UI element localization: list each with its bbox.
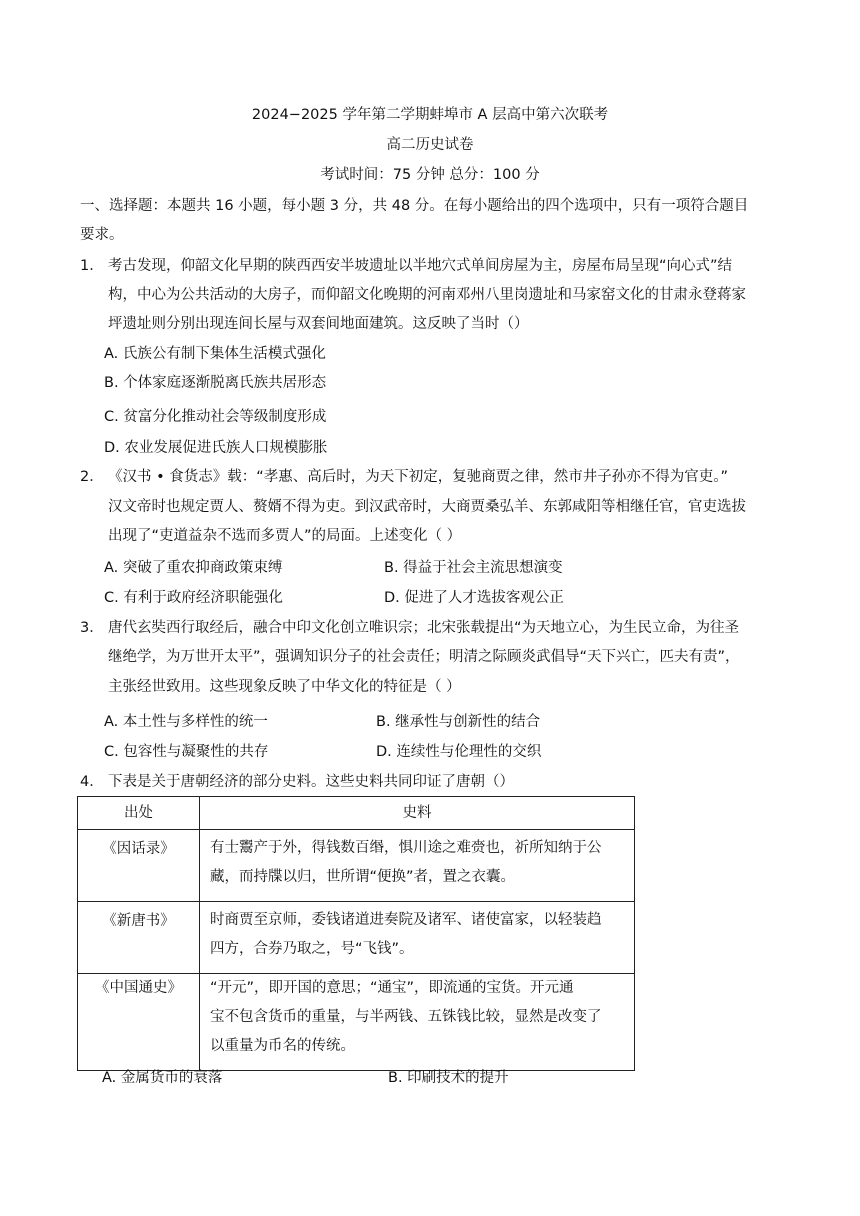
table-cell-source: 《因话录》 — [78, 830, 200, 902]
question-4-option-a: A. 金属货币的衰落 — [102, 1070, 223, 1086]
question-4-number: 4． — [80, 774, 104, 790]
table-cell-source: 《新唐书》 — [78, 902, 200, 974]
exam-title: 2024−2025 学年第二学期蚌埠市 A 层高中第六次联考 — [251, 107, 609, 123]
question-4-option-b: B. 印刷技术的提升 — [388, 1070, 509, 1086]
table-cell-source: 《中国通史》 — [78, 974, 200, 1071]
table-row — [78, 830, 635, 902]
table-cell-line: “开元”，即开国的意思；“通宝”，即流通的宝货。开元通 — [210, 980, 574, 996]
table-row — [78, 902, 635, 974]
table-cell-material — [200, 902, 635, 974]
question-2-line: 《汉书 • 食货志》载：“孝惠、高后时，为天下初定，复驰商贾之律，然市井子孙亦不得为官吏。” — [108, 469, 729, 485]
question-3-option-b: B. 继承性与创新性的结合 — [376, 714, 541, 730]
question-3-line: 继绝学，为万世开太平”，强调知识分子的社会责任；明清之际顾炎武倡导“天下兴亡，匹夫有责”， — [108, 649, 740, 665]
question-1-line: 考古发现，仰韶文化早期的陕西西安半坡遗址以半地穴式单间房屋为主，房屋布局呈现“向心式”结 — [108, 258, 733, 274]
question-2-option-a: A. 突破了重农抑商政策束缚 — [104, 560, 283, 576]
question-2-line: 出现了“吏道益杂不选而多贾人”的局面。上述变化（ ） — [108, 528, 462, 544]
table-cell-line: 宝不包含货币的重量，与半两钱、五铢钱比较，显然是改变了 — [210, 1009, 602, 1025]
exam-subject: 高二历史试卷 — [386, 137, 474, 153]
question-3-line: 唐代玄奘西行取经后，融合中印文化创立唯识宗；北宋张载提出“为天地立心，为生民立命，为往圣 — [108, 620, 740, 636]
question-2-option-d: D. 促进了人才选拔客观公正 — [384, 590, 564, 606]
question-1-number: 1． — [80, 258, 104, 274]
table-header-source: 出处 — [78, 797, 200, 830]
table-cell-line: 以重量为币名的传统。 — [210, 1038, 355, 1054]
question-3-option-c: C. 包容性与凝聚性的共存 — [104, 744, 269, 760]
table-header-row — [78, 797, 635, 830]
question-1-option-d: D. 农业发展促进氏族人口规模膨胀 — [104, 440, 328, 456]
question-1-option-c: C. 贫富分化推动社会等级制度形成 — [104, 409, 327, 425]
source-table — [77, 796, 635, 1071]
question-2-option-c: C. 有利于政府经济职能强化 — [104, 590, 283, 606]
table-header-material: 史料 — [200, 797, 635, 830]
table-cell-material — [200, 830, 635, 902]
exam-meta: 考试时间：75 分钟 总分：100 分 — [320, 167, 540, 183]
question-3-number: 3． — [80, 620, 104, 636]
question-1-line: 构，中心为公共活动的大房子，而仰韶文化晚期的河南邓州八里岗遗址和马家窑文化的甘肃永登蒋家 — [108, 287, 746, 303]
question-3-line: 主张经世致用。这些现象反映了中华文化的特征是（ ） — [108, 679, 461, 695]
question-1-line: 坪遗址则分别出现连间长屋与双套间地面建筑。这反映了当时（） — [108, 316, 529, 332]
table-cell-line: 时商贾至京师，委钱诸道进奏院及诸军、诸使富家，以轻装趋 — [210, 912, 602, 928]
question-2-line: 汉文帝时也规定贾人、赘婿不得为吏。到汉武帝时，大商贾桑弘羊、东郭咸阳等相继任官，官吏选拔 — [108, 499, 746, 515]
question-3-option-d: D. 连续性与伦理性的交织 — [376, 744, 542, 760]
question-2-option-b: B. 得益于社会主流思想演变 — [384, 560, 563, 576]
table-cell-line: 四方，合券乃取之，号“飞钱”。 — [210, 941, 414, 957]
table-row — [78, 974, 635, 1071]
table-cell-material — [200, 974, 635, 1071]
section-instruction-line-2: 要求。 — [80, 227, 124, 243]
question-4-line: 下表是关于唐朝经济的部分史料。这些史料共同印证了唐朝（） — [108, 774, 514, 790]
question-3-option-a: A. 本土性与多样性的统一 — [104, 714, 268, 730]
question-2-number: 2． — [80, 469, 104, 485]
section-instruction-line-1: 一、选择题：本题共 16 小题，每小题 3 分，共 48 分。在每小题给出的四个选项中，只有一项符合题目 — [80, 198, 749, 214]
question-1-option-b: B. 个体家庭逐渐脱离氏族共居形态 — [104, 375, 327, 391]
table-cell-line: 有士鬻产于外，得钱数百缗，惧川途之难赍也，祈所知纳于公 — [210, 840, 602, 856]
question-1-option-a: A. 氏族公有制下集体生活模式强化 — [104, 346, 326, 362]
table-cell-line: 藏，而持牒以归，世所谓“便换”者，置之衣囊。 — [210, 869, 516, 885]
